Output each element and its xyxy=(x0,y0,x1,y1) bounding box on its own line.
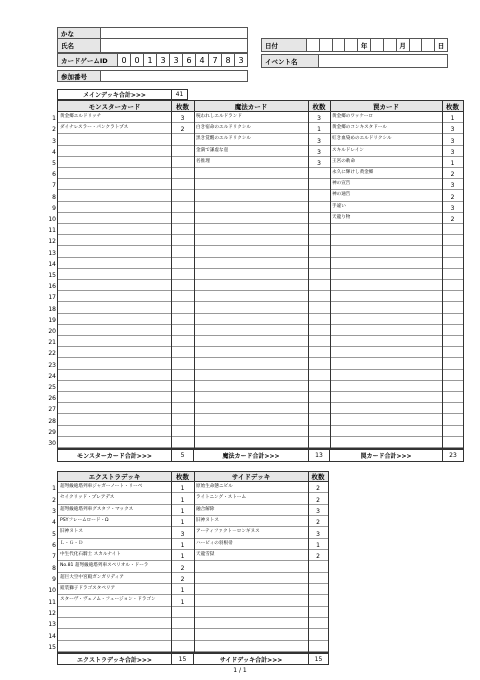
extra-deck-total-label: エクストラデッキ合計>>> xyxy=(77,656,152,664)
side-deck-card-name: ハーピィの羽根帚 xyxy=(196,540,233,546)
extra-side-deck-table xyxy=(48,471,329,653)
main-deck-table xyxy=(48,100,464,449)
trap-card-count: 3 xyxy=(450,137,455,145)
main-deck-row xyxy=(58,381,463,392)
main-deck-total-value: 41 xyxy=(171,90,187,99)
trap-card-count: 3 xyxy=(450,148,455,156)
spell-count-header: 枚数 xyxy=(308,101,330,112)
member-number-field[interactable] xyxy=(100,70,248,82)
row-number: 4 xyxy=(52,148,56,156)
main-deck-row xyxy=(58,291,463,302)
main-deck-row xyxy=(58,269,463,280)
spell-card-name: 金満で謙虚な壺 xyxy=(196,147,229,153)
date-month-cell-1[interactable] xyxy=(371,39,384,51)
monster-total-value: 5 xyxy=(171,450,194,461)
extra-deck-card-name: スターヴ・ヴェノム・フュージョン・ドラゴン xyxy=(60,597,156,603)
row-number: 9 xyxy=(52,204,56,212)
row-number: 12 xyxy=(48,238,56,246)
spell-card-count: 3 xyxy=(317,160,321,167)
row-number: 27 xyxy=(48,406,56,414)
row-number: 2 xyxy=(52,126,56,134)
extra-side-row xyxy=(58,607,328,618)
date-field[interactable] xyxy=(306,38,448,52)
main-deck-row xyxy=(58,224,463,235)
main-deck-total-label: メインデッキ合計>>> xyxy=(83,92,146,99)
row-number: 29 xyxy=(48,428,56,436)
row-number: 2 xyxy=(52,496,56,504)
trap-card-name: 紅き血染めのエルドリクシル xyxy=(332,136,392,142)
trap-card-count: 3 xyxy=(450,126,455,134)
extra-deck-card-count: 1 xyxy=(180,519,185,527)
row-number: 20 xyxy=(48,328,56,335)
main-deck-row xyxy=(58,246,463,257)
extra-side-row xyxy=(58,618,328,629)
extra-deck-card-count: 1 xyxy=(180,598,185,606)
main-deck-row xyxy=(58,370,463,381)
extra-deck-card-count: 1 xyxy=(180,508,185,515)
side-deck-card-count: 2 xyxy=(316,553,320,561)
row-number: 9 xyxy=(52,576,56,583)
date-year-cell-3[interactable] xyxy=(333,39,346,51)
extra-deck-card-name: 旧神ヌトス xyxy=(60,529,83,535)
side-deck-card-name: 融合解除 xyxy=(196,506,215,512)
spell-card-name: 名推理 xyxy=(196,158,210,164)
row-number: 17 xyxy=(48,294,56,302)
row-number: 15 xyxy=(48,644,56,651)
main-deck-row xyxy=(58,314,463,325)
column-divider xyxy=(330,101,331,448)
row-number: 1 xyxy=(52,115,56,123)
extra-deck-header: エクストラデッキ xyxy=(58,472,171,482)
monster-card-count: 2 xyxy=(180,126,185,134)
side-deck-card-name: 天龍雪獄 xyxy=(196,552,215,557)
side-deck-card-name: ライトニング・ストーム xyxy=(196,495,247,501)
trap-card-name: 黄金郷のワッケーロ xyxy=(332,114,374,119)
extra-side-totals-row xyxy=(57,653,329,665)
trap-total-label: 罠カード合計>>> xyxy=(360,453,412,460)
spell-card-count: 1 xyxy=(317,126,321,134)
main-deck-row xyxy=(58,426,463,437)
main-deck-row xyxy=(58,258,463,269)
card-game-id-label: カードゲームID xyxy=(57,53,118,67)
kana-label: かな xyxy=(57,27,101,39)
extra-deck-card-count: 2 xyxy=(180,576,185,583)
extra-deck-card-count: 1 xyxy=(180,496,185,504)
trap-total-value: 23 xyxy=(442,450,463,461)
date-year-cell-4[interactable] xyxy=(345,39,358,51)
extra-deck-card-name: PSYフレームロード・Ω xyxy=(60,518,109,523)
extra-deck-card-count: 1 xyxy=(180,587,185,595)
row-number: 12 xyxy=(48,610,56,617)
card-game-id-digit[interactable]: 6 xyxy=(183,54,196,66)
date-year-cell-1[interactable] xyxy=(307,39,320,51)
extra-deck-card-name: セイクリッド・プレアデス xyxy=(60,495,115,501)
row-number: 7 xyxy=(52,553,56,561)
row-number: 14 xyxy=(48,260,56,268)
trap-card-count: 2 xyxy=(450,171,455,179)
spell-card-name: 白き宿命のエルドリクシル xyxy=(196,125,251,131)
row-number: 19 xyxy=(48,316,56,324)
monster-card-name: 黄金郷エルドリッチ xyxy=(60,114,102,119)
main-deck-total-box xyxy=(57,89,188,100)
main-deck-row xyxy=(58,235,463,246)
day-label: 日 xyxy=(437,41,445,50)
extra-deck-card-name: 超弩級砲塔列車ジャガーノート・リーベ xyxy=(60,484,143,489)
row-number: 28 xyxy=(48,417,56,425)
extra-deck-card-name: 超巨大空中宮殿ガンガリディア xyxy=(60,574,124,580)
row-number: 25 xyxy=(48,384,56,391)
row-number: 10 xyxy=(48,216,56,223)
extra-deck-total-value: 15 xyxy=(171,654,194,664)
extra-deck-card-name: 中生代化石騎士 スカルナイト xyxy=(60,552,121,557)
date-label: 日付 xyxy=(261,38,307,52)
trap-card-name: 神の通告 xyxy=(332,192,351,198)
main-deck-row xyxy=(58,336,463,347)
spell-total-label: 魔法カード合計>>> xyxy=(222,453,280,460)
extra-deck-card-name: Ｌ・Ｇ・Ｄ xyxy=(60,540,83,546)
row-number: 24 xyxy=(48,372,56,380)
trap-card-name: 天龍り物 xyxy=(332,214,351,220)
trap-card-name: 神の宣告 xyxy=(332,181,351,187)
spell-total-value: 13 xyxy=(308,450,330,461)
extra-deck-card-count: 1 xyxy=(180,553,185,561)
trap-card-count: 2 xyxy=(450,216,455,223)
date-year-cell-2[interactable] xyxy=(320,39,333,51)
event-name-field[interactable] xyxy=(318,54,448,68)
spell-card-count: 3 xyxy=(317,115,321,123)
row-number: 21 xyxy=(48,339,56,347)
side-deck-card-name: アーティファクト－ロンギヌス xyxy=(196,529,260,535)
row-number: 11 xyxy=(48,227,56,235)
monster-count-header: 枚数 xyxy=(171,101,194,112)
row-number: 23 xyxy=(48,361,56,369)
extra-deck-card-count: 2 xyxy=(180,564,185,572)
spell-card-count: 3 xyxy=(317,148,321,156)
main-deck-row xyxy=(58,280,463,291)
main-deck-totals-row xyxy=(57,449,464,462)
row-number: 1 xyxy=(52,485,56,493)
trap-card-name: 王宮の勅命 xyxy=(332,158,355,164)
extra-deck-card-count: 3 xyxy=(180,530,185,538)
row-number: 8 xyxy=(52,193,56,201)
name-label: 氏名 xyxy=(57,38,101,53)
side-deck-count-header: 枚数 xyxy=(308,472,328,482)
row-number: 4 xyxy=(52,519,56,527)
main-deck-row xyxy=(58,347,463,358)
card-game-id-digit[interactable]: 7 xyxy=(209,54,222,66)
row-number: 15 xyxy=(48,272,56,279)
extra-side-row xyxy=(58,629,328,640)
spell-card-count: 3 xyxy=(317,137,321,145)
extra-deck-card-name: No.81 超弩級砲塔列車スペリオル・ドーラ xyxy=(60,563,149,569)
row-number: 6 xyxy=(52,171,56,179)
main-deck-row xyxy=(58,392,463,403)
monster-total-label: モンスターカード合計>>> xyxy=(77,453,152,460)
spell-card-name: 呪われしエルドランド xyxy=(196,114,242,119)
trap-card-count: 3 xyxy=(450,182,455,190)
row-number: 10 xyxy=(48,587,56,595)
row-number: 14 xyxy=(48,632,56,640)
row-number: 18 xyxy=(48,305,56,313)
extra-deck-card-name: 鎧装獅子ドラゴスタペリア xyxy=(60,586,116,591)
row-number: 11 xyxy=(48,598,56,606)
extra-deck-card-count: 1 xyxy=(180,542,185,549)
side-deck-card-name: 旧神ヌトス xyxy=(196,518,219,523)
extra-deck-card-name: 超弩級砲塔列車グスタフ・マックス xyxy=(60,506,134,512)
date-day-cell-1[interactable] xyxy=(410,39,423,51)
row-number: 8 xyxy=(52,564,56,572)
trap-card-name: 黄金郷のコンキスタドール xyxy=(332,125,387,131)
row-number: 3 xyxy=(52,137,56,145)
monster-card-count: 3 xyxy=(180,115,185,123)
side-deck-header: サイドデッキ xyxy=(194,472,308,482)
member-number-label: 参加番号 xyxy=(57,70,101,82)
row-number: 16 xyxy=(48,283,56,291)
main-deck-row xyxy=(58,325,463,336)
trap-card-count: 1 xyxy=(450,115,455,123)
year-label: 年 xyxy=(358,39,371,51)
main-deck-row xyxy=(58,358,463,369)
main-deck-row xyxy=(58,302,463,313)
side-deck-card-count: 2 xyxy=(316,519,320,527)
row-number: 6 xyxy=(52,542,56,549)
row-number: 22 xyxy=(48,350,56,358)
main-deck-row xyxy=(58,403,463,414)
main-deck-row xyxy=(58,437,463,448)
trap-card-count: 1 xyxy=(450,160,455,167)
side-deck-total-value: 15 xyxy=(308,654,328,664)
trap-card-count: 2 xyxy=(450,193,455,201)
column-divider xyxy=(171,101,172,448)
card-game-id-digit[interactable]: 4 xyxy=(196,54,209,66)
page-number: 1 / 1 xyxy=(233,667,247,674)
column-divider xyxy=(194,472,195,652)
card-game-id-digit[interactable]: 0 xyxy=(131,54,144,66)
row-number: 5 xyxy=(52,530,56,538)
side-deck-card-count: 1 xyxy=(316,542,320,549)
row-number: 3 xyxy=(52,508,56,515)
extra-deck-card-count: 1 xyxy=(180,485,185,493)
spell-header: 魔法カード xyxy=(194,101,308,112)
trap-card-name: 永久に輝けし黄金郷 xyxy=(332,170,374,175)
trap-card-name: スキルドレイン xyxy=(332,147,364,153)
trap-count-header: 枚数 xyxy=(442,101,463,112)
card-game-id-digit[interactable]: 3 xyxy=(170,54,183,66)
side-deck-card-count: 3 xyxy=(316,508,320,515)
card-game-id-digit[interactable]: 3 xyxy=(157,54,170,66)
card-game-id-digit[interactable]: 0 xyxy=(118,54,131,66)
main-deck-row xyxy=(58,414,463,425)
side-deck-card-count: 3 xyxy=(316,530,320,538)
monster-header: モンスターカード xyxy=(58,101,171,112)
card-game-id-digit[interactable]: 1 xyxy=(144,54,157,66)
extra-side-row xyxy=(58,641,328,652)
row-number: 5 xyxy=(52,160,56,167)
column-divider xyxy=(194,101,195,448)
row-number: 30 xyxy=(48,440,56,447)
date-month-cell-2[interactable] xyxy=(384,39,397,51)
trap-card-name: 手違い xyxy=(332,203,346,209)
name-field[interactable] xyxy=(100,38,248,53)
trap-card-count: 3 xyxy=(450,204,455,212)
spell-card-name: 黒き覚醒のエルドリクシル xyxy=(196,136,251,142)
card-game-id-digit[interactable]: 8 xyxy=(222,54,235,66)
extra-deck-count-header: 枚数 xyxy=(171,472,194,482)
card-game-id-digit[interactable]: 3 xyxy=(238,55,244,65)
month-label: 月 xyxy=(397,39,410,51)
row-number: 7 xyxy=(52,182,56,190)
side-deck-total-label: サイドデッキ合計>>> xyxy=(219,656,283,664)
card-game-id-field[interactable] xyxy=(117,53,248,67)
trap-header: 罠カード xyxy=(330,101,442,112)
side-deck-card-count: 2 xyxy=(316,496,320,504)
row-number: 13 xyxy=(48,621,56,629)
date-day-cell-2[interactable] xyxy=(422,39,435,51)
side-deck-card-name: 原始生命態ニビル xyxy=(196,484,233,489)
side-deck-card-count: 2 xyxy=(316,485,320,493)
row-number: 13 xyxy=(48,249,56,257)
row-number: 26 xyxy=(48,395,56,403)
monster-card-name: ダイナレスラー・パンクラトプス xyxy=(60,125,129,131)
event-name-label: イベント名 xyxy=(261,54,319,68)
